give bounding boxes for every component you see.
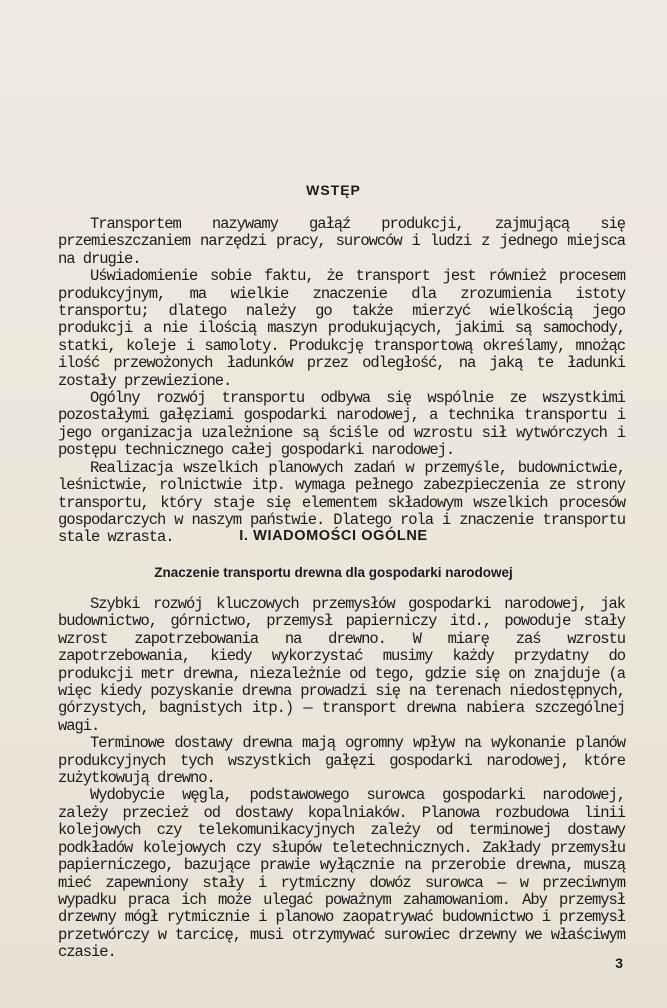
intro-paragraph-2: Uświadomienie sobie faktu, że transport jest również procesem produkcyjnym, ma wielkie znaczenie dla zrozumienia istoty transportu; dlatego należy go także mierzyć wielkością jego produkcji a nie ilością maszyn produkujących, jakimi są samochody, statki, koleje i samoloty. Produkcję transportową określamy, mnożąc ilość przewożonych ładunków przez odległość, na jaką te ładunki zostały przewiezione.: [58, 267, 625, 390]
page-number: 3: [615, 955, 623, 971]
section-text: [58, 596, 625, 962]
intro-heading: WSTĘP: [306, 182, 361, 198]
intro-paragraph-3: Ogólny rozwój transportu odbywa się wspólnie ze wszystkimi pozostałymi gałęziami gospodarki narodowej, a technika transportu i jego organizacja uzależnione są ściśle od wzrostu sił wytwórczych i postępu technicznego całej gospodarki narodowej.: [58, 389, 625, 460]
section-paragraph-1: Szybki rozwój kluczowych przemysłów gospodarki narodowej, jak budownictwo, górnictwo, przemysł papierniczy itd., powoduje stały wzrost zapotrzebowania na drewno. W miarę zaś wzrostu zapotrzebowania, kiedy wykorzystać musimy każdy przydatny do produkcji metr drewna, niezależnie od tego, gdzie się on znajduje (a więc kiedy pozyskanie drewna prowadzi się na terenach niedostępnych, górzystych, bagnistych itp.) — transport drewna nabiera szczególnej wagi.: [58, 595, 625, 735]
section-paragraph-3: Wydobycie węgla, podstawowego surowca gospodarki narodowej, zależy przecież od dostawy kopalniaków. Planowa rozbudowa linii kolejowych czy telekomunikacyjnych zależy od terminowej dostawy podkładów kolejowych czy słupów teletechnicznych. Zakłady przemysłu papierniczego, bazujące prawie wyłącznie na przerobie drewna, muszą mieć zapewniony stały i rytmiczny dowóz surowca — w przeciwnym wypadku praca ich może ulegać poważnym zahamowaniom. Aby przemysł drzewny mógł rytmicznie i planowo zaopatrywać budownictwo i przemysł przetwórczy w tarcicę, musi otrzymywać surowiec drzewny we właściwym czasie.: [58, 786, 625, 962]
section-paragraph-2: Terminowe dostawy drewna mają ogromny wpływ na wykonanie planów produkcyjnych tych wszystkich gałęzi gospodarki narodowej, które zużytkowują drewno.: [58, 734, 625, 788]
section-title: Znaczenie transportu drewna dla gospodarki narodowej: [154, 565, 513, 580]
intro-paragraph-1: Transportem nazywamy gałąź produkcji, zajmującą się przemieszczaniem narzędzi pracy, surowców i ludzi z jednego miejsca na drugie.: [58, 215, 625, 268]
intro-paragraph-4: Realizacja wszelkich planowych zadań w przemyśle, budownictwie, leśnictwie, rolnictwie itp. wymaga pełnego zabezpieczenia ze strony transportu, który staje się elementem składowym wszelkich procesów gospodarczych w naszym państwie. Dlatego rola i znaczenie transportu stale wzrasta.: [58, 458, 625, 547]
chapter-title: I. WIADOMOŚCI OGÓLNE: [239, 528, 428, 544]
intro-text: [58, 216, 625, 547]
